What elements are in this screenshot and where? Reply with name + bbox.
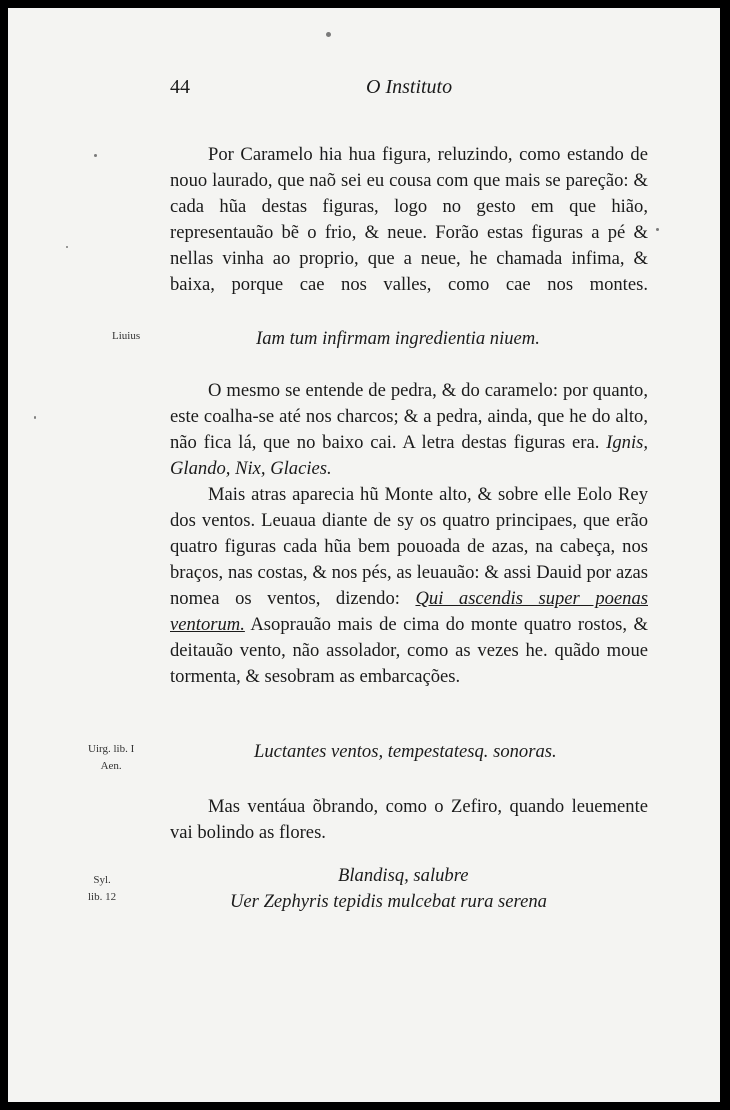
running-title: O Instituto	[366, 76, 453, 98]
page-header	[8, 76, 720, 100]
paragraph-pedra-text: O mesmo se entende de pedra, & do caramelo: por quanto, este coalha-se até nos charcos; & a pedra, ainda, que he do alto, não fica lá, que no baixo cai. A letra destas figuras era.	[170, 380, 648, 453]
book-page	[8, 8, 720, 1102]
margin-note-virgil-line2: Aen.	[100, 760, 122, 772]
margin-note-livius-text: Liuius	[112, 330, 141, 342]
paragraph-monte-latin-underlined: Qui ascendis super poenas ventorum.	[170, 588, 648, 635]
paragraph-pedra	[170, 378, 648, 482]
margin-note-silius-line1: Syl.	[93, 874, 111, 886]
margin-note-silius-line2: lib. 12	[88, 891, 117, 903]
paper-speck	[34, 416, 36, 419]
paper-speck	[656, 228, 659, 231]
paper-speck	[326, 32, 331, 37]
paragraph-pedra-latin: Ignis, Glando, Nix, Glacies.	[170, 432, 648, 479]
paragraph-monte-text: Mais atras aparecia hũ Monte alto, & sobre elle Eolo Rey dos ventos. Leuaua diante de sy os quatro principaes, que erão quatro figuras cada hũa bem pouoada de azas, na cabeça, nos braços, nas costas, & nos pés, as leuauão: & assi Dauid por azas nomea os ventos, dizendo:	[170, 484, 648, 609]
quote-virgil: Luctantes ventos, tempestatesq. sonoras.	[254, 741, 557, 762]
paragraph-monte-rest: Asoprauão mais de cima do monte quatro rostos, & deitauão vento, não assolador, como as vezes he. quãdo moue tormenta, & sesobram as embarcações.	[170, 614, 648, 687]
paper-speck	[66, 246, 68, 248]
page-number: 44	[170, 76, 190, 98]
margin-note-virgil-line1: Uirg. lib. I	[88, 743, 135, 755]
margin-note-virgil	[88, 741, 134, 775]
margin-note-livius	[112, 328, 140, 345]
paragraph-caramelo: Por Caramelo hia hua figura, reluzindo, como estando de nouo laurado, que naõ sei eu cousa com que mais se pareção: & cada hũa destas figuras, logo no gesto em que hião, representauão bẽ o frio, & neue. Forão estas figuras a pé & nellas vinha ao proprio, que a neue, he chamada infima, & baixa, porque cae nos valles, como cae nos montes.	[170, 144, 648, 295]
quote-silius	[230, 863, 547, 915]
paper-speck	[94, 154, 97, 157]
margin-note-silius	[88, 872, 116, 906]
quote-livius: Iam tum infirmam ingredientia niuem.	[256, 328, 540, 349]
paragraph-monte	[170, 482, 648, 690]
paragraph-zefiro: Mas ventáua õbrando, como o Zefiro, quando leuemente vai bolindo as flores.	[170, 796, 648, 843]
quote-silius-line1: Blandisq, salubre	[338, 865, 469, 886]
quote-silius-line2: Uer Zephyris tepidis mulcebat rura serena	[230, 891, 547, 912]
